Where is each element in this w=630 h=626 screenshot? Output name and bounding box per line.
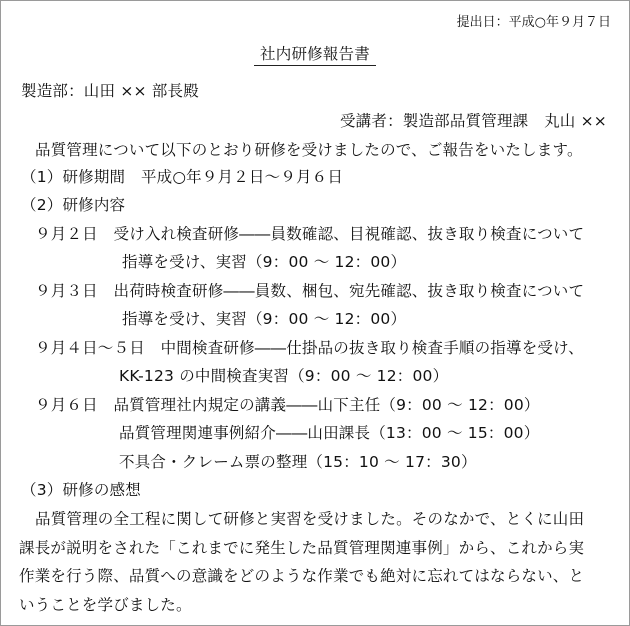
title-wrapper [1, 44, 629, 66]
training-period-heading: （1）研修期間 平成○年９月２日～９月６日 [21, 168, 344, 186]
impression-line2: 課長が説明をされた「これまでに発生した品質管理関連事例」から、これから実 [19, 539, 585, 557]
impression-heading: （3）研修の感想 [21, 481, 141, 499]
training-content-heading: （2）研修内容 [21, 196, 126, 214]
attendee: 受講者：製造部品質管理課 丸山 ×× [339, 112, 607, 130]
submission-date: 提出日：平成○年９月７日 [456, 15, 611, 30]
intro-paragraph: 品質管理について以下のとおり研修を受けましたので、ご報告をいたします。 [35, 141, 583, 159]
impression-line1: 品質管理の全工程に関して研修と実習を受けました。そのなかで、とくに山田 [35, 510, 585, 528]
addressee: 製造部：山田 ×× 部長殿 [21, 82, 199, 100]
schedule-day1-line1: ９月２日 受け入れ検査研修――員数確認、目視確認、抜き取り検査について [35, 225, 585, 243]
report-title: 社内研修報告書 [254, 44, 376, 66]
schedule-day2-line2: 指導を受け、実習（9：00 ～ 12：00） [122, 310, 407, 328]
schedule-day3-line1: ９月４日～５日 中間検査研修――仕掛品の抜き取り検査手順の指導を受け、 [35, 339, 584, 357]
impression-line4: いうことを学びました。 [19, 596, 192, 614]
schedule-day1-line2: 指導を受け、実習（9：00 ～ 12：00） [122, 253, 407, 271]
schedule-day4-line3: 不具合・クレーム票の整理（15：10 ～ 17：30） [119, 453, 477, 471]
impression-line3: 作業を行う際、品質への意識をどのような作業でも絶対に忘れてはならない、と [19, 567, 585, 585]
schedule-day3-line2: KK-123 の中間検査実習（9：00 ～ 12：00） [119, 367, 449, 385]
schedule-day4-line1: ９月６日 品質管理社内規定の講義――山下主任（9：00 ～ 12：00） [35, 396, 540, 414]
schedule-day2-line1: ９月３日 出荷時検査研修――員数、梱包、宛先確認、抜き取り検査について [35, 282, 585, 300]
schedule-day4-line2: 品質管理関連事例紹介――山田課長（13：00 ～ 15：00） [119, 424, 540, 442]
